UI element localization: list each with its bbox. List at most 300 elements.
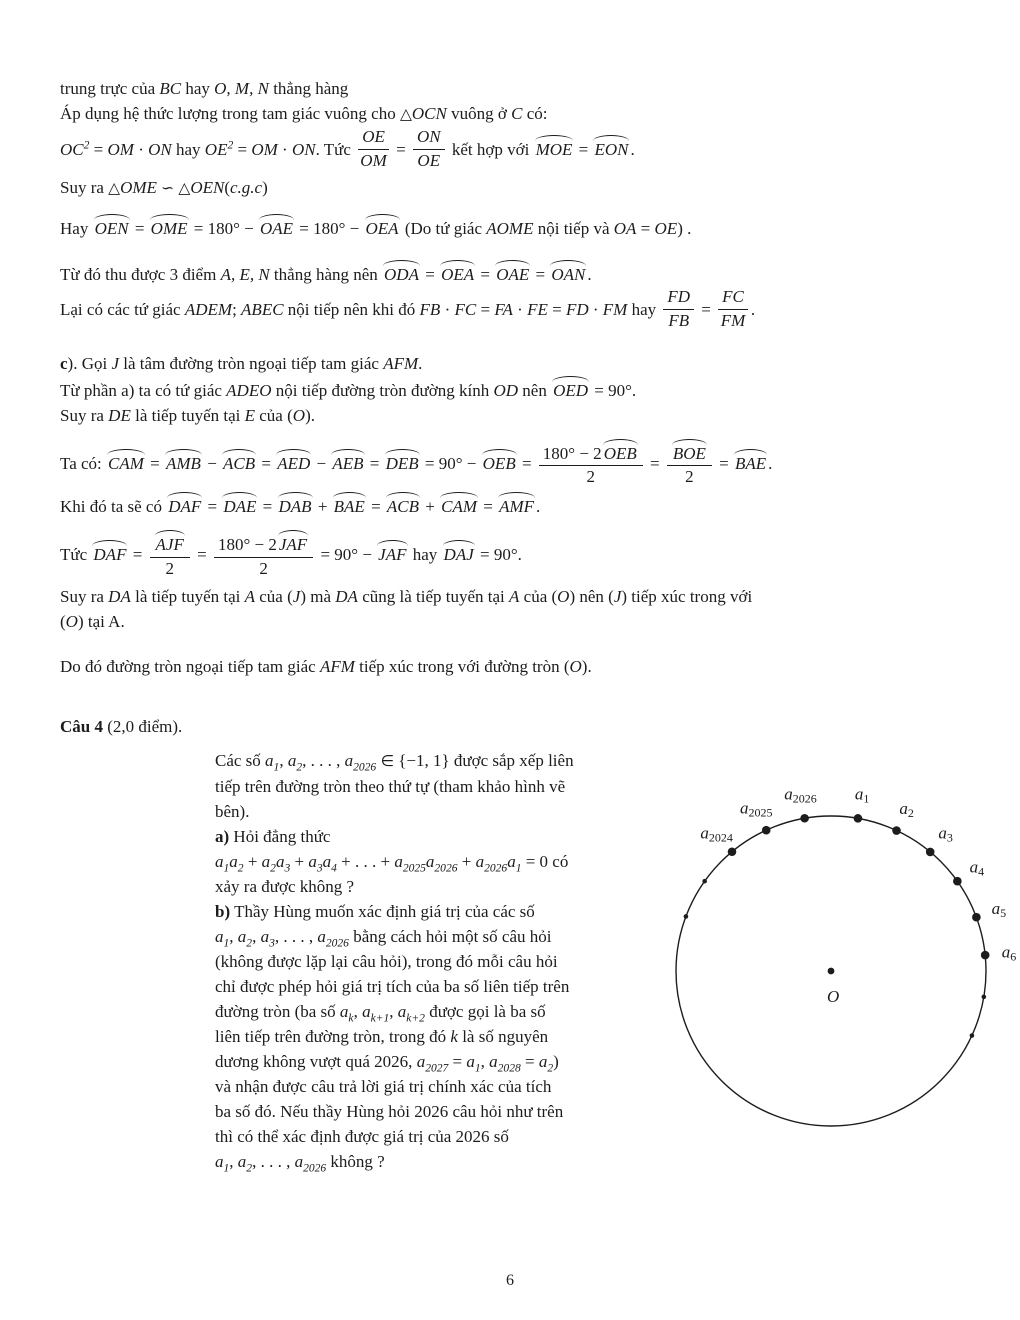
text-run: Từ đó thu được 3 điểm: [60, 265, 221, 285]
angle-hat: MOE: [534, 135, 575, 159]
text-run: là tiếp tuyến tại: [130, 405, 245, 425]
text-run: ·: [512, 300, 528, 320]
math-run: OM: [251, 140, 278, 160]
math-run: c.g.c: [230, 178, 263, 198]
text-run: =: [420, 265, 440, 285]
point-label-a4: a4: [969, 857, 985, 879]
math-run: ON: [148, 140, 172, 160]
text-run: là tâm đường tròn ngoại tiếp tam giác: [119, 353, 384, 373]
fraction: [667, 437, 712, 487]
text-run: Ta có:: [60, 453, 107, 473]
text-run: nội tiếp và: [533, 219, 614, 239]
point-dot-unlabeled: [702, 879, 707, 884]
text-run: =: [233, 140, 252, 160]
text-run: ,: [353, 1002, 363, 1021]
math-run: J: [613, 586, 622, 606]
text-run: ).: [581, 656, 592, 676]
text-run: là số nguyên: [457, 1027, 549, 1046]
math-run: OM: [107, 140, 134, 160]
angle-hat: BOE: [671, 439, 708, 463]
angle-hat: DAB: [277, 492, 314, 516]
math-symbol: ∈: [380, 752, 394, 770]
text-run: ·: [277, 140, 292, 160]
text-run: (: [60, 611, 66, 631]
text-run: hay: [181, 79, 215, 98]
text-run: hay: [408, 545, 442, 565]
text-run: thẳng hàng nên: [269, 265, 383, 285]
text-run: −: [312, 453, 331, 473]
text-run: =: [192, 545, 211, 565]
text-run: = 90°.: [475, 545, 522, 565]
text-run: =: [531, 265, 550, 285]
text-run: ,: [229, 927, 238, 946]
math-run: ABEC: [241, 300, 284, 320]
text-run: Khi đó ta sẽ có: [60, 497, 167, 517]
text-run: =: [645, 453, 664, 473]
text-run: 2: [259, 558, 268, 578]
text-run: tiếp xúc trong với đường tròn (: [354, 656, 570, 676]
text-run: Suy ra: [60, 178, 109, 198]
math-run: FC: [454, 300, 477, 320]
math-run: O: [569, 656, 582, 676]
text-run: {−1, 1} được sắp xếp liên: [393, 751, 574, 770]
fraction: [413, 126, 445, 170]
text-run: ba số đó. Nếu thầy Hùng hỏi 2026 câu hỏi như trên: [215, 1102, 564, 1121]
angle-hat: OAE: [258, 214, 295, 238]
point-label-a2026: a2026: [784, 784, 817, 806]
question4-section: [60, 714, 1020, 1174]
math-var: $a_1$: [466, 1052, 481, 1075]
math-var: $a_1$: [215, 852, 230, 875]
math-run: DA: [108, 586, 131, 606]
angle-hat: ACB: [221, 449, 257, 473]
math-run: FD: [565, 300, 589, 320]
angle-hat: BAE: [733, 449, 768, 473]
text-run: nội tiếp nên khi đó: [283, 300, 420, 320]
point-dot-a2024: [728, 847, 737, 856]
text-run: +: [457, 852, 476, 871]
math-var: $a_{k+2}$: [397, 1002, 425, 1025]
text-run: Áp dụng hệ thức lượng trong tam giác vuông cho: [60, 104, 400, 123]
text-run: =: [574, 140, 593, 160]
text-run: =: [547, 300, 566, 320]
math-var: $a_{2026}$: [317, 927, 349, 950]
text-run: đường tròn (ba số: [215, 1002, 340, 1021]
math-run: BC: [159, 79, 182, 98]
math-run: FD: [667, 287, 691, 307]
math-var: $a_{2026}$: [425, 852, 458, 875]
text-run: vuông ở: [446, 104, 512, 123]
text-run: , . . . ,: [252, 1152, 295, 1171]
text-run: của (: [255, 405, 293, 425]
math-var: $a_2$: [237, 1152, 253, 1175]
text-run: =: [448, 1052, 467, 1071]
math-run: O: [292, 405, 306, 425]
math-run: O: [557, 586, 570, 606]
text-line: [215, 899, 680, 924]
text-run: =: [89, 140, 108, 160]
text-run: = 90° −: [316, 545, 377, 565]
text-line: [60, 260, 970, 287]
math-var: $a_1$: [265, 751, 280, 774]
text-line: [215, 849, 680, 874]
bold-run: c: [60, 353, 68, 373]
text-line: [60, 127, 970, 175]
text-run: +: [290, 852, 309, 871]
angle-hat: OEB: [481, 449, 518, 473]
math-var: $a_1$: [215, 927, 230, 950]
text-run: của (: [255, 586, 293, 606]
point-dot-unlabeled: [684, 914, 689, 919]
text-line: [215, 774, 680, 799]
angle-hat: AJF: [154, 530, 186, 554]
point-dot-a6: [981, 951, 990, 960]
math-var: $a_3$: [260, 927, 275, 950]
math-run: O, M, N: [214, 79, 269, 98]
text-run: ,: [389, 1002, 398, 1021]
text-run: 2: [586, 467, 596, 487]
text-run: Hỏi đẳng thức: [229, 827, 331, 846]
center-label: O: [827, 987, 840, 1006]
text-line: [215, 874, 680, 899]
math-var: $a_2$: [237, 927, 253, 950]
solution-text: [60, 76, 970, 679]
text-run: ). Gọi: [67, 353, 112, 373]
text-run: ,: [279, 751, 288, 770]
math-run: ADEM: [184, 300, 233, 320]
text-run: =: [257, 453, 276, 473]
text-line: [215, 1124, 680, 1149]
point-dot-a2025: [762, 826, 771, 835]
paragraph-perpendicular-bisector: [60, 76, 970, 201]
math-run: DA: [335, 586, 358, 606]
text-run: (2,0 điểm).: [102, 717, 183, 736]
text-run: =: [636, 219, 655, 239]
text-run: ,: [229, 1152, 238, 1171]
angle-hat: DAF: [91, 540, 128, 564]
math-var: $a_{2025}$: [394, 852, 426, 875]
angle-hat: AMB: [164, 449, 203, 473]
text-run: ,: [480, 1052, 490, 1071]
text-line: [215, 1149, 680, 1174]
text-line: [60, 609, 970, 634]
point-label-a2025: a2025: [739, 798, 773, 820]
text-run: Hay: [60, 219, 93, 239]
fraction: [539, 437, 643, 487]
angle-hat: EON: [592, 135, 630, 159]
angle-hat: OEA: [439, 260, 476, 284]
text-line: [60, 76, 970, 101]
math-var: $a_k$: [339, 1002, 354, 1025]
math-var: $a_4$: [322, 852, 337, 875]
paragraph-part-c: [60, 351, 970, 428]
text-run: = 180° −: [295, 219, 364, 239]
angle-hat: DEB: [384, 449, 421, 473]
point-dot-unlabeled: [970, 1033, 975, 1038]
point-dot-a2: [892, 826, 901, 835]
angle-hat: OME: [149, 214, 190, 238]
point-label-a1: a1: [854, 784, 870, 806]
math-run: ON: [291, 140, 316, 160]
point-dot-a5: [972, 913, 981, 922]
text-run: hay: [627, 300, 661, 320]
point-label-a6: a6: [1001, 942, 1017, 964]
question4-body: [60, 748, 1020, 1174]
math-var: $a_{2026}$: [475, 852, 508, 875]
text-run: trung trực của: [60, 79, 160, 98]
text-run: nội tiếp đường tròn đường kính: [271, 380, 494, 400]
math-run: OA: [613, 219, 637, 239]
text-run: kết hợp với: [447, 140, 534, 160]
text-run: =: [258, 497, 277, 517]
text-run: hay: [171, 140, 205, 160]
text-line: [215, 924, 680, 949]
math-run: AFM: [319, 656, 355, 676]
math-var: $a_1$: [215, 1152, 230, 1175]
math-symbol: △: [399, 105, 412, 123]
text-line: [215, 1099, 680, 1124]
text-run: 2: [685, 467, 694, 487]
text-run: không ?: [326, 1152, 385, 1171]
math-symbol: ∽: [161, 179, 175, 198]
angle-hat: DAJ: [442, 540, 476, 564]
text-run: +: [313, 497, 332, 517]
text-line: [215, 1049, 680, 1074]
text-line: [215, 949, 680, 974]
text-run: thì có thể xác định được giá trị của 2026 số: [215, 1127, 509, 1146]
text-run: =: [145, 453, 164, 473]
math-run: C: [511, 104, 523, 123]
fraction: [150, 528, 190, 578]
math-run: OME: [120, 178, 157, 198]
text-line: [60, 654, 970, 679]
text-run: =: [697, 300, 716, 320]
text-run: ) nên (: [569, 586, 614, 606]
point-dot-unlabeled: [982, 995, 987, 1000]
math-symbol: △: [108, 179, 121, 198]
text-run: ,: [252, 927, 261, 946]
text-run: xảy ra được không ?: [215, 877, 355, 896]
point-label-a3: a3: [938, 823, 953, 845]
point-dot-a1: [854, 814, 863, 823]
text-run: 180° − 2: [217, 535, 277, 555]
text-run: .: [630, 140, 635, 160]
text-run: nên: [518, 380, 552, 400]
text-run: .: [418, 353, 423, 373]
math-run: A, E, N: [220, 265, 270, 285]
math-run: OCN: [411, 104, 447, 123]
math-run: FB: [668, 311, 690, 331]
text-run: ) mà: [300, 586, 336, 606]
math-var: $a_{2026}$: [294, 1152, 327, 1175]
text-line: [60, 376, 970, 403]
text-line: [215, 824, 680, 849]
paragraph-collinear-aen: [60, 260, 970, 335]
text-run: =: [476, 265, 495, 285]
angle-hat: BAE: [332, 492, 367, 516]
text-run: được gọi là ba số: [424, 1002, 546, 1021]
bold-run: Câu 4: [60, 717, 103, 736]
text-line: [60, 492, 970, 519]
math-run: OEN: [190, 178, 225, 198]
fraction: [214, 528, 313, 578]
text-run: ) tiếp xúc trong với: [621, 586, 753, 606]
math-run: A: [244, 586, 256, 606]
text-run: 180° − 2: [542, 443, 602, 463]
math-run: AFM: [383, 353, 419, 373]
text-run: =: [130, 219, 149, 239]
angle-hat: OAN: [549, 260, 587, 284]
text-run: = 180° −: [189, 219, 258, 239]
angle-hat: OEB: [602, 439, 639, 463]
text-line: [60, 351, 970, 376]
text-run: +: [243, 852, 262, 871]
text-run: ).: [305, 405, 315, 425]
paragraph-conclusion: [60, 654, 970, 679]
text-run: Suy ra: [60, 586, 109, 606]
angle-hat: JAF: [376, 540, 408, 564]
math-run: ON: [416, 127, 441, 146]
text-run: (Do tứ giác: [400, 219, 487, 239]
text-run: , . . . ,: [302, 751, 345, 770]
paragraph-angle-oen: [60, 214, 970, 241]
text-run: .: [768, 453, 773, 473]
math-run: A: [509, 586, 520, 606]
point-dot-a4: [953, 877, 962, 886]
text-run: liên tiếp trên đường tròn, trong đó: [215, 1027, 451, 1046]
fraction: [663, 286, 694, 330]
text-line: [215, 1024, 680, 1049]
text-line: [215, 999, 680, 1024]
circle-diagram-svg: [660, 772, 1020, 1192]
text-run: 2: [165, 558, 174, 578]
angle-hat: JAF: [277, 530, 309, 554]
angle-hat: AEB: [330, 449, 365, 473]
math-var: $a_2$: [538, 1052, 554, 1075]
math-run: O: [65, 611, 78, 631]
angle-hat: DAF: [166, 492, 203, 516]
text-line: [215, 799, 680, 824]
text-run: bên).: [215, 802, 250, 821]
math-run: FM: [720, 311, 746, 331]
text-run: =: [517, 453, 536, 473]
math-symbol: △: [178, 179, 191, 198]
angle-hat: DAE: [221, 492, 258, 516]
text-run: =: [128, 545, 147, 565]
question4-text-column: [215, 748, 680, 1174]
text-run: . Tức: [315, 140, 356, 160]
text-line: [215, 748, 680, 774]
text-run: là tiếp tuyến tại: [130, 586, 245, 606]
math-var: $a_1$: [507, 852, 522, 875]
page-number: 6: [506, 1272, 514, 1289]
text-run: = 90° −: [420, 453, 481, 473]
text-line: [215, 974, 680, 999]
math-run: ADEO: [226, 380, 272, 400]
paragraph-angle-cam: [60, 438, 970, 519]
math-var: $a_{k+1}$: [362, 1002, 390, 1025]
fraction: [718, 286, 748, 330]
text-run: ·: [440, 300, 455, 320]
text-run: Thầy Hùng muốn xác định giá trị của các số: [230, 902, 535, 921]
math-run: DE: [108, 405, 131, 425]
math-run: FA: [494, 300, 513, 320]
text-run: ): [553, 1052, 559, 1071]
math-run: OE: [362, 127, 385, 146]
math-run: OM: [360, 150, 387, 170]
angle-hat: AMF: [497, 492, 536, 516]
point-label-a2: a2: [899, 798, 914, 820]
math-run: FM: [602, 300, 628, 320]
text-run: Từ phần a) ta có tứ giác: [60, 380, 227, 400]
bold-run: a): [215, 827, 230, 846]
text-line: [60, 175, 970, 201]
angle-hat: OED: [551, 376, 590, 400]
point-label-a2024: a2024: [700, 823, 733, 845]
text-run: ;: [232, 300, 242, 320]
text-line: [60, 287, 970, 335]
text-run: Các số: [215, 751, 266, 770]
text-run: Suy ra: [60, 405, 109, 425]
text-run: , . . . ,: [274, 927, 318, 946]
text-run: .: [750, 300, 756, 320]
text-run: bằng cách hỏi một số câu hỏi: [348, 927, 552, 946]
text-run: = 0 có: [521, 852, 569, 871]
math-run: OE: [654, 219, 678, 239]
circle-diagram: [660, 772, 1020, 1192]
paragraph-angle-daf: [60, 529, 970, 633]
math-run: OD: [493, 380, 519, 400]
text-run: =: [479, 497, 498, 517]
math-run: OE: [417, 150, 441, 170]
text-line: [60, 101, 970, 127]
fraction: [358, 126, 389, 170]
math-run: FB: [419, 300, 441, 320]
math-run: J: [292, 586, 301, 606]
text-run: có:: [522, 104, 548, 123]
text-run: cũng là tiếp tuyến tại: [357, 586, 510, 606]
math-var: $a_2$: [261, 852, 276, 875]
text-run: −: [202, 453, 222, 473]
text-run: =: [476, 300, 495, 320]
text-run: =: [391, 140, 410, 160]
text-run: =: [365, 453, 384, 473]
text-line: [60, 529, 970, 583]
text-run: = 90°.: [590, 380, 637, 400]
text-line: [60, 584, 970, 609]
text-run: tiếp trên đường tròn theo thứ tự (tham khảo hình vẽ: [215, 777, 566, 796]
text-run: của (: [519, 586, 558, 606]
text-run: Tức: [60, 545, 92, 565]
text-line: [60, 403, 970, 428]
point-dot-a3: [926, 848, 935, 857]
math-var: $OE^2$: [204, 138, 234, 160]
text-run: ): [262, 178, 268, 198]
question4-heading: [60, 714, 1020, 739]
center-dot: [828, 968, 835, 975]
text-run: =: [714, 453, 733, 473]
bold-run: b): [215, 902, 231, 921]
math-run: E: [244, 405, 256, 425]
text-run: =: [203, 497, 222, 517]
math-var: $a_{2028}$: [489, 1052, 521, 1075]
text-run: thẳng hàng: [268, 79, 349, 98]
text-line: [215, 1074, 680, 1099]
angle-hat: OEN: [93, 214, 131, 238]
math-var: $a_{2026}$: [344, 751, 377, 774]
math-var: $a_3$: [275, 852, 291, 875]
text-run: .: [536, 497, 541, 517]
